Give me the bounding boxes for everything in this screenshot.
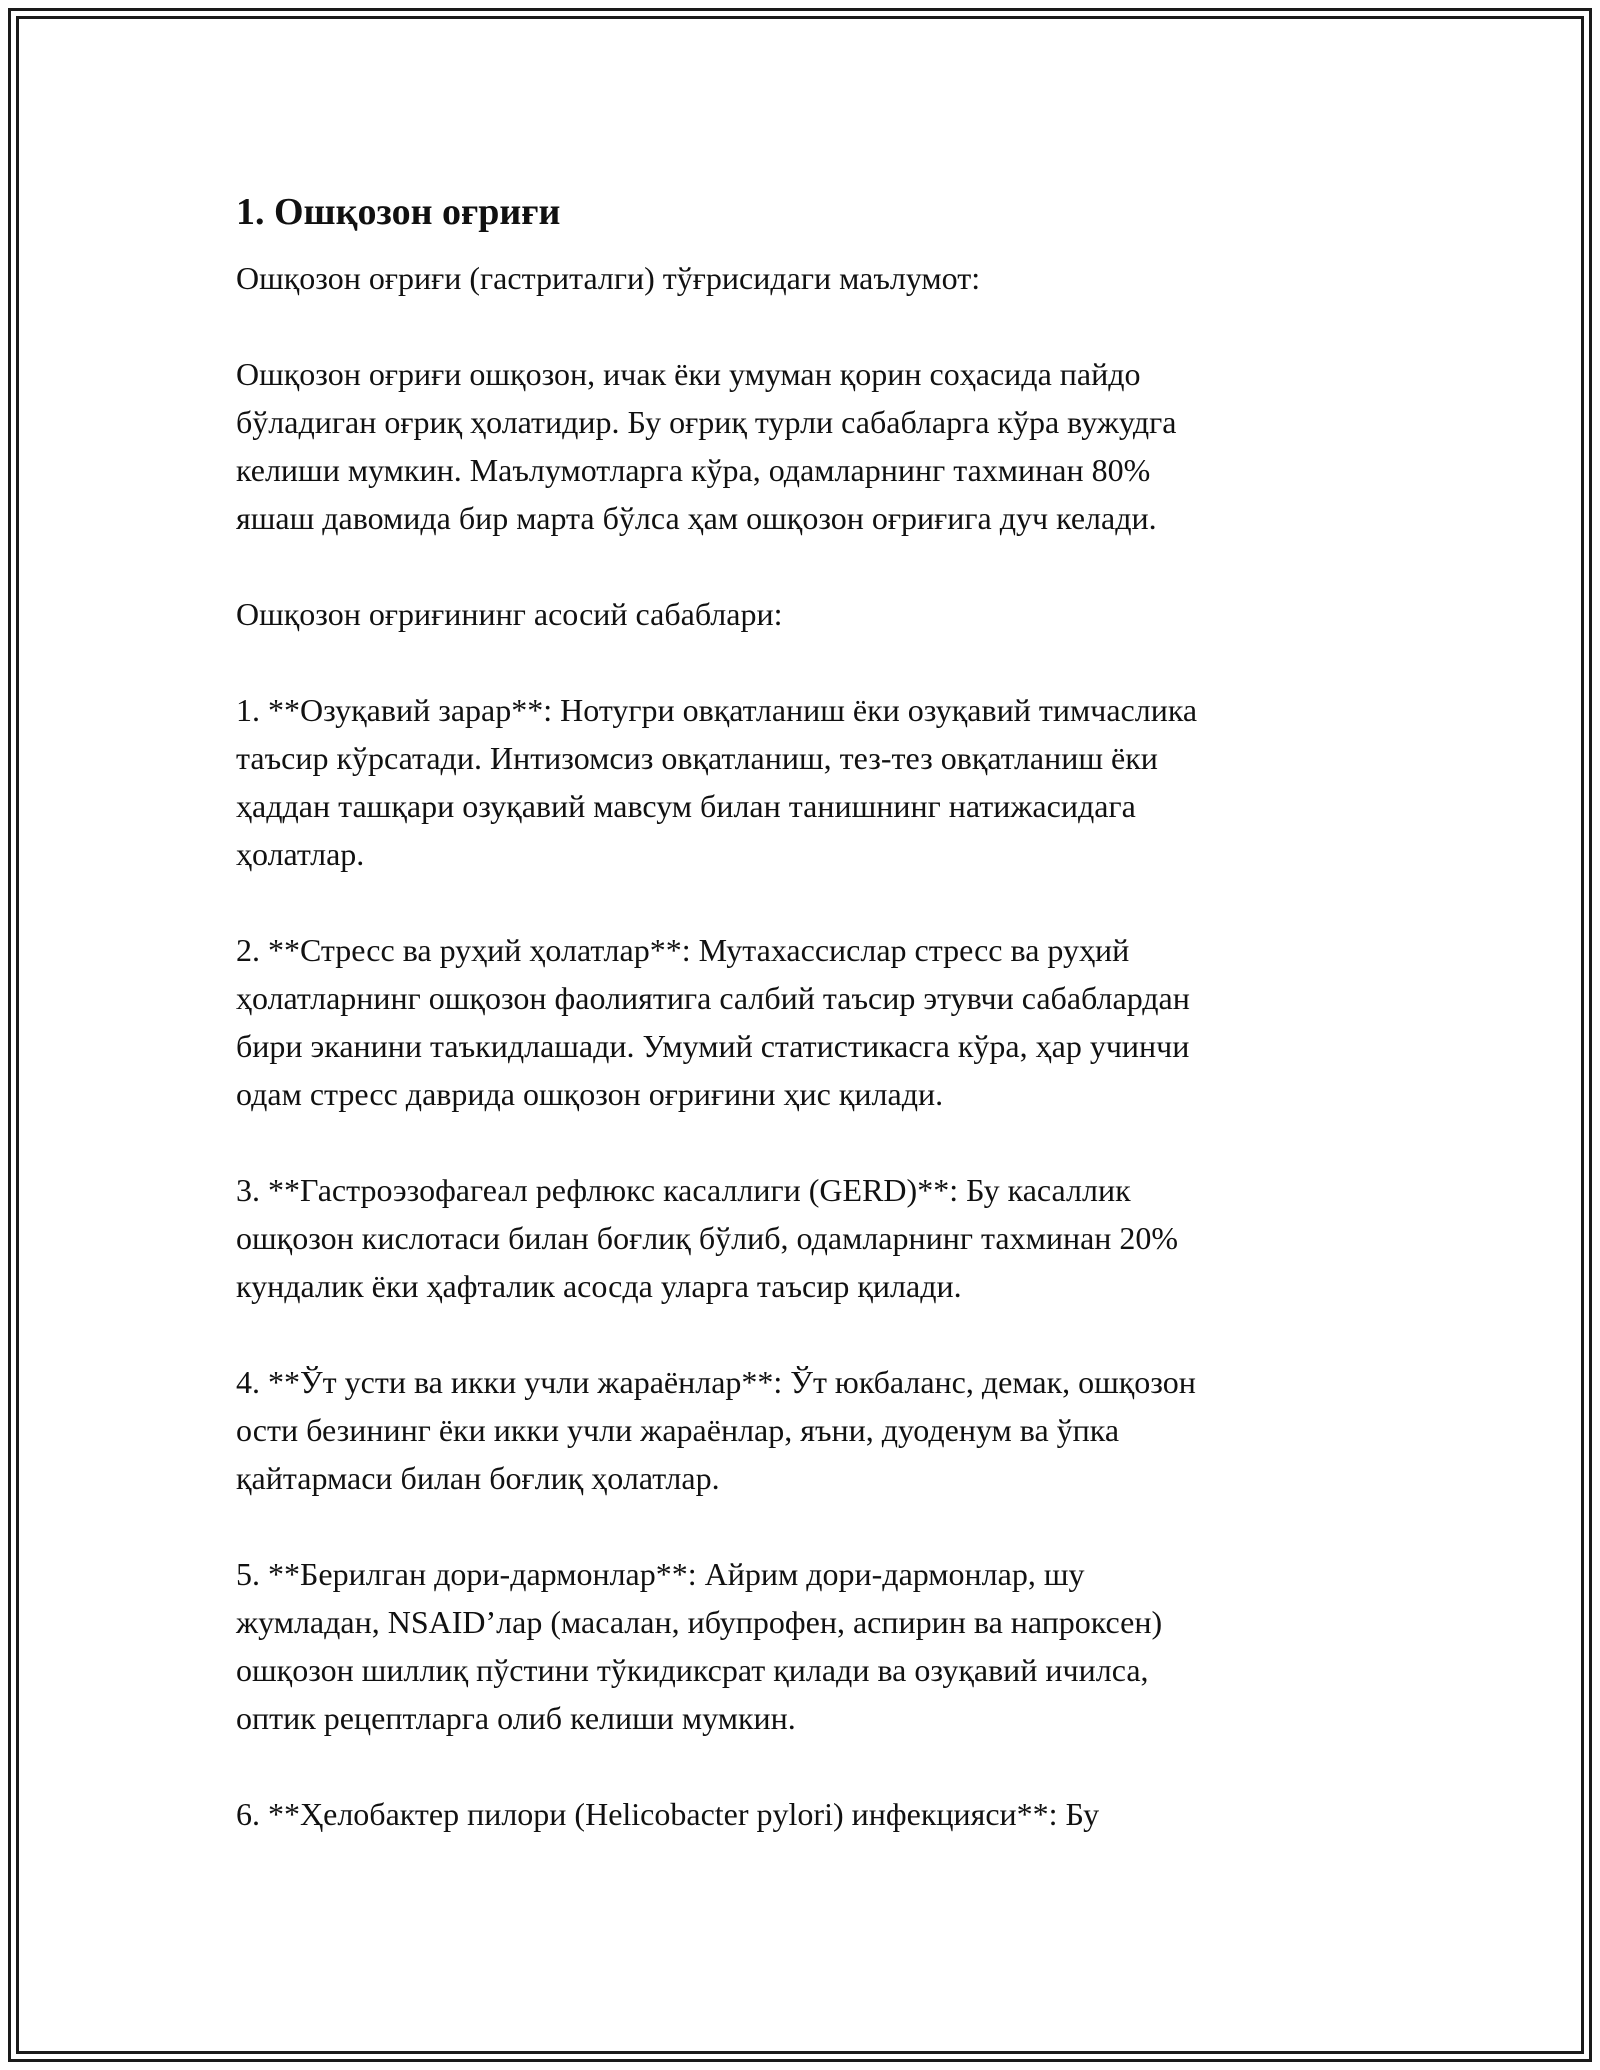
paragraph-cause-4: 4. **Ўт усти ва икки учли жараёнлар**: Ўт юкбаланс, демак, ошқозон ости безининг ёки икки учли жараёнлар, яъни, дуоденум ва ўпка қайтармаси билан боғлиқ ҳолатлар. — [236, 1364, 1196, 1496]
paragraph-cause-5: 5. **Берилган дори-дармонлар**: Айрим дори-дармонлар, шу жумладан, NSAID’лар (масалан, ибупрофен, аспирин ва напроксен) ошқозон шиллиқ пўстини тўкидиксрат қилади ва озуқавий ичилса, оптик рецептларга олиб келиши мумкин. — [236, 1556, 1163, 1736]
intro-line: Ошқозон оғриғи (гастриталги) тўғрисидаги маълумот: — [236, 260, 981, 296]
paragraph-overview: Ошқозон оғриғи ошқозон, ичак ёки умуман қорин соҳасида пайдо бўладиган оғриқ ҳолатидир. Бу оғриқ турли сабабларга кўра вужудга келиши мумкин. Маълумотларга кўра, одамларнинг тахминан 80% яшаш давомида бир марта бўлса ҳам ошқозон оғриғига дуч келади. — [236, 356, 1177, 536]
paragraph-cause-3: 3. **Гастроэзофагеал рефлюкс касаллиги (GERD)**: Бу касаллик ошқозон кислотаси билан боғлиқ бўлиб, одамларнинг тахминан 20% кундалик ёки ҳафталик асосда уларга таъсир қилади. — [236, 1172, 1179, 1304]
paragraph-cause-2: 2. **Стресс ва руҳий ҳолатлар**: Мутахассислар стресс ва руҳий ҳолатларнинг ошқозон фаолиятига салбий таъсир этувчи сабаблардан бири эканини таъкидлашади. Умумий статистикасга кўра, ҳар учинчи одам стресс даврида ошқозон оғриғини ҳис қилади. — [236, 932, 1190, 1112]
paragraph-cause-6: 6. **Ҳелобактер пилори (Helicobacter pylori) инфекцияси**: Бу — [236, 1796, 1100, 1832]
paragraph-causes-heading: Ошқозон оғриғининг асосий сабаблари: — [236, 596, 783, 632]
paragraph-cause-1: 1. **Озуқавий зарар**: Нотугри овқатланиш ёки озуқавий тимчаслика таъсир кўрсатади. Интизомсиз овқатланиш, тез-тез овқатланиш ёки ҳаддан ташқари озуқавий мавсум билан танишнинг натижасидага ҳолатлар. — [236, 692, 1198, 872]
document-heading: 1. Ошқозон оғриғи — [236, 191, 561, 233]
document-page — [236, 188, 1386, 1886]
